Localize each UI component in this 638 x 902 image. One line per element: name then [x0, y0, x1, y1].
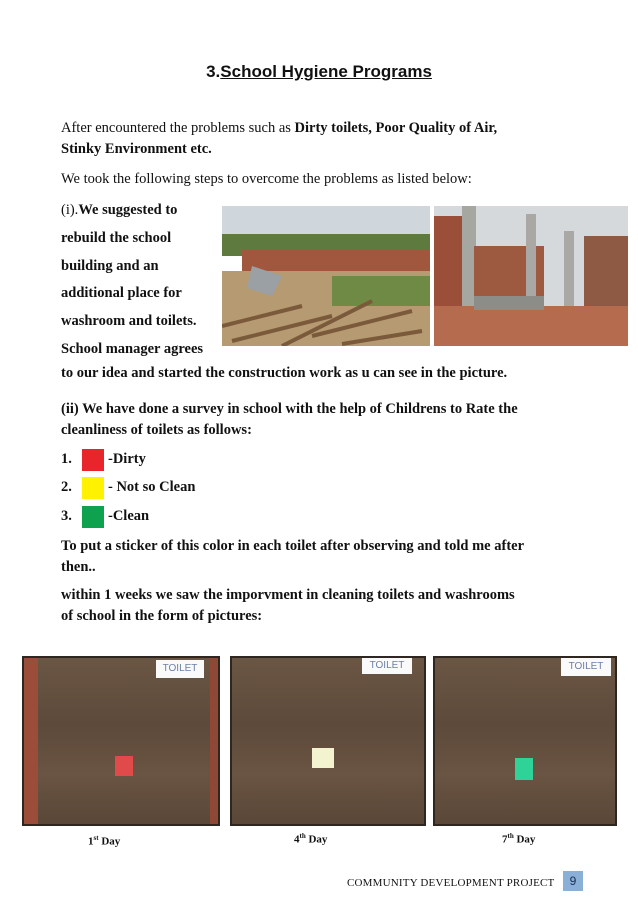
step2-line2: cleanliness of toilets as follows: — [61, 422, 252, 438]
step1-line: washroom and toilets. — [61, 313, 197, 330]
day-suffix: th — [507, 832, 514, 840]
footer-text: COMMUNITY DEVELOPMENT PROJECT — [347, 877, 555, 889]
day-label — [88, 834, 120, 848]
rating-label: -Clean — [108, 508, 150, 524]
page-title — [0, 62, 638, 82]
rating-number: 1. — [61, 451, 72, 467]
door-photo-day7 — [433, 656, 617, 826]
step2-line1: (ii) We have done a survey in school with the help of Childrens to Rate the — [61, 401, 518, 417]
heading-text: School Hygiene Programs — [220, 62, 432, 81]
intro-prefix: After encountered the problems such as — [61, 120, 295, 136]
intro-line2: Stinky Environment etc. — [61, 141, 212, 157]
intro-bold-1: Dirty toilets, Poor Quality of Air, — [294, 120, 498, 136]
sticker-note-line2: then.. — [61, 559, 96, 575]
step1-continuation: to our idea and started the construction work as u can see in the picture. — [61, 365, 508, 381]
rating-label: -Dirty — [108, 451, 146, 467]
day-number: 1 — [88, 835, 94, 848]
page-number: 9 — [563, 871, 583, 891]
step1-line: We suggested to — [78, 202, 178, 218]
day-word: Day — [305, 833, 328, 846]
sticker-note-line1: To put a sticker of this color in each toilet after observing and told me after — [61, 538, 525, 554]
construction-photo-1 — [222, 206, 430, 346]
step1-line: School manager agrees — [61, 340, 204, 357]
day-word: Day — [98, 835, 121, 848]
toilet-sign: TOILET — [362, 658, 412, 674]
rating-number: 3. — [61, 508, 72, 524]
yellow-swatch — [82, 477, 104, 499]
day-number: 7 — [502, 833, 508, 846]
day-label — [502, 832, 535, 846]
rating-number: 2. — [61, 479, 72, 495]
step1-line: building and an — [61, 257, 159, 274]
improvement-line1: within 1 weeks we saw the imporvment in cleaning toilets and washrooms — [61, 587, 515, 603]
intro-steps: We took the following steps to overcome the problems as listed below: — [61, 171, 472, 187]
rating-label: - Not so Clean — [108, 479, 196, 495]
toilet-sign: TOILET — [156, 660, 204, 678]
day-number: 4 — [294, 833, 300, 846]
heading-number: 3. — [206, 62, 221, 81]
door-photo-day1 — [22, 656, 220, 826]
brick-wall — [24, 658, 38, 826]
step1-line: rebuild the school — [61, 229, 172, 246]
day-suffix: th — [299, 832, 306, 840]
green-swatch — [82, 506, 104, 528]
red-swatch — [82, 449, 104, 471]
day-suffix: st — [93, 834, 99, 842]
door-photo-day4 — [230, 656, 426, 826]
day-label — [294, 832, 327, 846]
sticker-yellow — [312, 748, 334, 768]
construction-photo-2 — [434, 206, 628, 346]
brick-wall — [210, 658, 220, 826]
day-word: Day — [513, 833, 536, 846]
step1-line: additional place for — [61, 285, 182, 302]
toilet-sign: TOILET — [561, 658, 611, 676]
sticker-green — [515, 758, 533, 780]
step1-text — [61, 197, 203, 364]
improvement-line2: of school in the form of pictures: — [61, 608, 263, 624]
step1-prefix: (i). — [61, 202, 79, 218]
sticker-red — [115, 756, 133, 776]
intro-line1 — [61, 118, 497, 139]
